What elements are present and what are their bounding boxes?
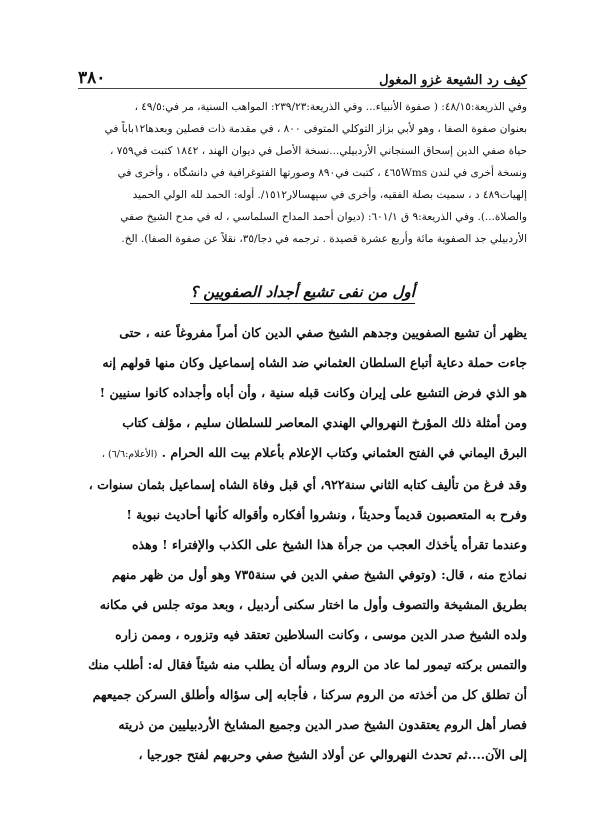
running-title: كيف رد الشيعة غزو المغول (379, 73, 527, 88)
section-heading-text: أول من نفى تشيع أجداد الصفويين ؟ (190, 283, 415, 304)
text-line: وعندما تقرأه يأخذك العجب من جرأة هذا الشيخ على الكذب والإفتراء ! وهذه (132, 537, 527, 552)
footnote-block (78, 96, 527, 250)
footnote-line: وفي الذريعة:٤٨/١٥: ( صفوة الأنبياء... وفي الذريعة:٢٣٩/٢٣: المواهب السنية، مر في:٤٩/٥ ، (134, 101, 527, 113)
page-header (78, 60, 527, 89)
text-line: ومن أمثلة ذلك المؤرخ النهروالي الهندي المعاصر للسلطان سليم ، مؤلف كتاب (122, 415, 527, 430)
footnote-line: حياة صفي الدين إسحاق السنجاني الأردبيلي...نسخة الأصل في ديوان الهند ، ١٨٤٢ كتبت في٧٥٩ ، (110, 145, 527, 157)
citation-ref: (الأعلام:٦/٦) ، (101, 449, 158, 460)
text-line-main: البرق اليماني في الفتح العثماني وكتاب الإعلام بأعلام بيت الله الحرام . (161, 445, 527, 460)
footnote-line: ونسخة أخرى في لندن ٤٦٥Wms ، كتبت في٨٩٠ وصورتها الفتوغرافية في دانشگاه ، وأخرى في (117, 167, 527, 179)
footnote-line: والصلاة...). وفي الذريعة:٩ ق ٦٠١/١: (ديوان أحمد المداح السلماسي ، له في مدح الشيخ صفي (120, 211, 527, 223)
text-line: إلى الآن....ثم تحدث النهروالي عن أولاد الشيخ صفي وحربهم لفتح جورجيا ، (138, 747, 527, 762)
text-line: وفرح به المتعصبون قديماً وحديثاً ، ونشروا أفكاره وأقواله كأنها أحاديث نبوية ! (126, 507, 527, 522)
footnote-line: إلهيات٤٨٩ د ، سميت بصلة الفقيه، وأخرى في سپهسالار١٥١٢/. أوله: الحمد لله الولي الحميد (132, 189, 527, 201)
main-text (78, 318, 527, 770)
text-line: أن تطلق كل من أخذته من الروم سركنا ، فأجابه إلى سؤاله وأطلق السركن جميعهم (92, 687, 527, 702)
footnote-line: بعنوان صفوة الصفا ، وهو لأبي بزاز التوكلي المتوفى ٨٠٠ ، في مقدمة ذات فصلين وبعدها١٢باباً في (104, 123, 527, 135)
text-line: والتمس بركته تيمور لما عاد من الروم وسأله أن يطلب منه شيئاً فقال له: أطلب منك (88, 657, 527, 672)
text-line (78, 438, 527, 470)
text-line: وقد فرغ من تأليف كتابه الثاني سنة٩٢٢، أي قبل وفاة الشاه إسماعيل بثمان سنوات ، (88, 477, 527, 492)
page-number: ٣٨٠ (78, 68, 106, 88)
text-line: جاءت حملة دعاية أتباع السلطان العثماني ضد الشاه إسماعيل وكان منها قولهم إنه (102, 355, 527, 370)
text-line: فصار أهل الروم يعتقدون الشيخ صدر الدين وجميع المشايخ الأردبيليين من ذريته (118, 717, 527, 732)
text-line: بطريق المشيخة والتصوف وأول ما اختار سكنى أردبيل ، وبعد موته جلس في مكانه (99, 597, 527, 612)
footnote-line: الأردبيلي جد الصفوية مائة وأربع عشرة قصيدة . ترجمه في دجا/٣٥، نقلاً عن صفوة الصفا). الخ. (121, 233, 527, 245)
text-line: نماذج منه ، قال: (وتوفي الشيخ صفي الدين في سنة٧٣٥ وهو أول من ظهر منهم (111, 567, 527, 582)
text-line: هو الذي فرض التشيع على إيران وكانت قبله سنية ، وأن أباه وأجداده كانوا سنيين ! (99, 385, 527, 400)
text-line: يظهر أن تشيع الصفويين وجدهم الشيخ صفي الدين كان أمراً مفروغاً عنه ، حتى (119, 325, 527, 340)
text-line: ولده الشيخ صدر الدين موسى ، وكانت السلاطين تعتقد فيه وتزوره ، وممن زاره (115, 627, 527, 642)
section-heading (78, 282, 527, 301)
